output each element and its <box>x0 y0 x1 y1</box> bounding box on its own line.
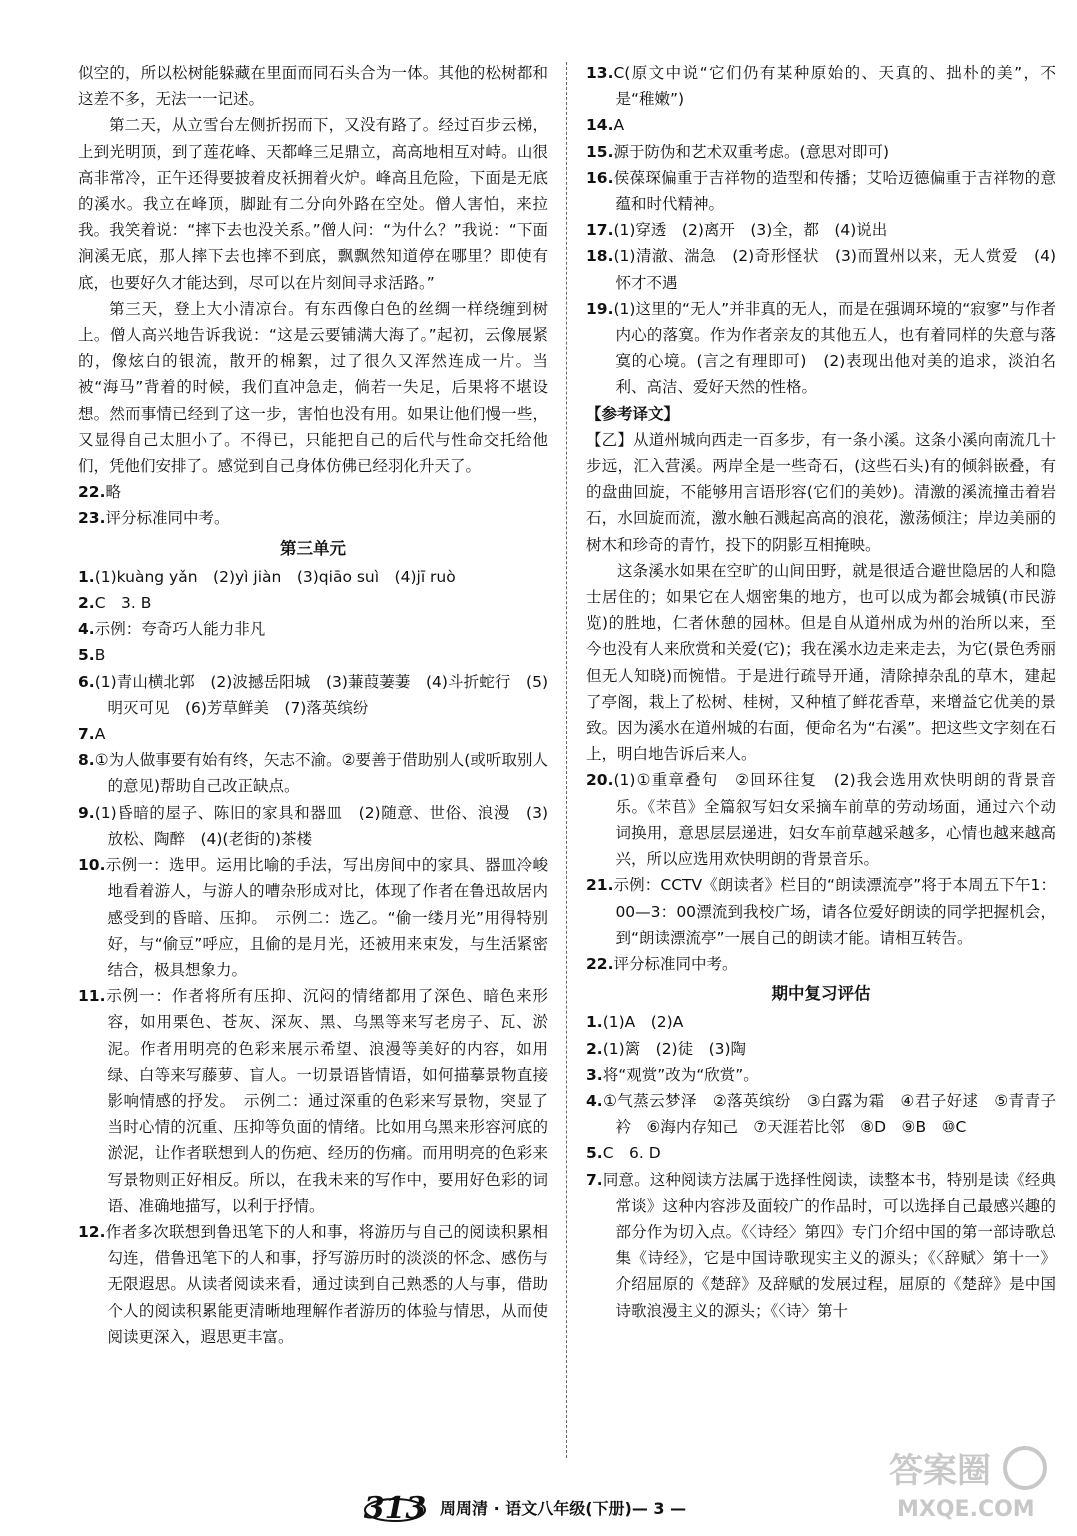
answer-item <box>78 669 548 721</box>
answer-number: 8. <box>78 751 95 770</box>
answer-text: (1)kuàng yǎn (2)yì jiàn (3)qiāo suì (4)jī ruò <box>94 567 456 586</box>
answer-number: 14. <box>586 116 614 135</box>
answer-number: 1. <box>78 567 95 586</box>
reference-heading: 【参考译文】 <box>586 404 680 423</box>
paragraph: 【乙】从道州城向西走一百多步，有一条小溪。这条小溪向南流几十步远，汇入营溪。两岸全是一些奇石，(这些石头)有的倾斜嵌叠，有的盘曲回旋，不能够用言语形容(它们的美妙)。清激的溪流撞击着岩石，水回旋而流，激水触石溅起高高的浪花，激荡倾注；岸边美丽的树木和珍奇的青竹，投下的阴影互相掩映。 <box>586 430 1056 554</box>
answer-number: 7. <box>78 725 95 744</box>
answer-text: 示例一：选甲。运用比喻的手法，写出房间中的家具、器皿冷峻地看着游人，与游人的嘈杂形成对比，体现了作者在鲁迅故居内感受到的昏暗、压抑。 示例二：选乙。“偷一缕月光”用得特别好，与“偷豆”呼应，且偷的是月光，还被用来束发，与生活紧密结合，极具想象力。 <box>105 856 548 979</box>
answer-item <box>78 564 548 590</box>
column-divider <box>566 62 567 1458</box>
answer-text: C 3. B <box>94 594 152 613</box>
section-title: 第三单元 <box>280 538 346 558</box>
answer-item <box>586 1009 1056 1035</box>
answer-number: 2. <box>586 1039 603 1058</box>
answer-item <box>78 983 548 1219</box>
answer-item <box>586 296 1056 401</box>
answer-item <box>78 505 548 531</box>
answer-number: 20. <box>586 771 614 790</box>
answer-item <box>586 139 1056 165</box>
answer-text: 同意。这种阅读方法属于选择性阅读，读整本书，特别是读《经典常谈》这种内容涉及面较广的作品时，可以选择自己最感兴趣的部分作为切入点。《〈诗经〉第四》专门介绍中国的第一部诗歌总集《诗经》，它是中国诗歌现实主义的源头；《〈辞赋〉第十一》介绍屈原的《楚辞》及辞赋的发展过程，屈原的《楚辞》是中国诗歌浪漫主义的源头；《〈诗〉第十 <box>602 1170 1056 1320</box>
answer-item <box>586 1088 1056 1140</box>
watermark-logo <box>885 1444 1055 1522</box>
answer-text: (1)①重章叠句 ②回环往复 (2)我会选用欢快明朗的背景音乐。《芣苢》全篇叙写妇女采摘车前草的劳动场面，通过六个动词换用，意思层层递进，妇女车前草越采越多，心情也越来越高兴，所以应选用欢快明朗的背景音乐。 <box>613 771 1056 869</box>
answer-text: (1)篱 (2)徒 (3)陶 <box>602 1039 747 1058</box>
answer-item <box>586 243 1056 295</box>
answer-item <box>586 112 1056 138</box>
answer-text: (1)穿透 (2)离开 (3)全，都 (4)说出 <box>613 221 888 240</box>
answer-text: 作者多次联想到鲁迅笔下的人和事，将游历与自己的阅读积累相勾连，借鲁迅笔下的人和事，抒写游历时的淡淡的怀念、感伤与无限遐思。从读者阅读来看，通过读到自己熟悉的人与事，借助个人的阅读积累能更清晰地理解作者游历的体验与情思，从而使阅读更深入，遐思更丰富。 <box>105 1222 548 1346</box>
answer-text: 源于防伪和艺术双重考虑。(意思对即可) <box>613 142 890 161</box>
answer-text: (1)A (2)A <box>602 1013 684 1032</box>
answer-number: 1. <box>586 1013 603 1032</box>
answer-text: 示例：CCTV《朗读者》栏目的“朗读漂流亭”将于本周五下午1：00—3：00漂流到我校广场，请各位爱好朗读的同学把握机会，到“朗读漂流亭”一展自己的朗读才能。请相互转告。 <box>613 876 1056 947</box>
answer-text: 侯葆琛偏重于吉祥物的造型和传播；艾哈迈德偏重于吉祥物的意蕴和时代精神。 <box>613 168 1056 214</box>
paragraph: 这条溪水如果在空旷的山间田野，就是很适合避世隐居的人和隐士居住的；如果它在人烟密集的地方，也可以成为都会城镇(市民游览)的胜地，仁者休憩的园林。但是自从道州成为州的治所以来，至今也没有人来欣赏和关爱(它)；我在溪水边走来走去，为它(景色秀丽但无人知晓)而惋惜。于是进行疏导开通，清除掉杂乱的草木，建起了亭阁，栽上了松树、桂树，又种植了鲜花香草，来增益它优美的景致。因为溪水在道州城的右面，便命名为“右溪”。把这些文字刻在石上，明白地告诉后来人。 <box>586 561 1056 764</box>
answer-number: 13. <box>586 64 614 82</box>
answer-text: C(原文中说“它们仍有某种原始的、天真的、拙朴的美”，不是“稚嫩”) <box>613 64 1056 109</box>
answer-text: (1)昏暗的屋子、陈旧的家具和器皿 (2)随意、世俗、浪漫 (3)放松、陶醉 (4)(老街的)茶楼 <box>94 803 548 848</box>
answer-item <box>586 1062 1056 1088</box>
answer-item <box>78 479 548 505</box>
answer-number: 5. <box>78 646 95 665</box>
answer-item <box>586 60 1056 112</box>
answer-item <box>586 1167 1056 1324</box>
answer-item <box>586 1140 1056 1166</box>
answer-text: 将“观赏”改为“欣赏”。 <box>602 1065 759 1084</box>
answer-item <box>78 1219 548 1350</box>
answer-text: (1)这里的“无人”并非真的无人，而是在强调环境的“寂寥”与作者内心的落寞。作为作者亲友的其他五人，也有着同样的失意与落寞的心境。(言之有理即可) (2)表现出他对美的追求，淡泊名利、高洁、爱好天然的性格。 <box>613 299 1056 397</box>
answer-text: B <box>94 646 106 665</box>
answer-item <box>78 800 548 852</box>
footer-text: 周周清 · 语文八年级(下册)— 3 — <box>440 1499 687 1518</box>
answer-item <box>586 951 1056 977</box>
page-footer <box>360 1490 780 1530</box>
answer-item <box>78 852 548 983</box>
answer-item <box>586 1036 1056 1062</box>
answer-text: 略 <box>105 483 121 502</box>
answer-number: 19. <box>586 299 614 318</box>
answer-number: 2. <box>78 594 95 613</box>
paragraph: 似空的，所以松树能躲藏在里面而同石头合为一体。其他的松树都和这差不多，无法一一记述。 <box>78 64 548 109</box>
answer-item <box>78 590 548 616</box>
answer-number: 17. <box>586 221 614 240</box>
answer-number: 18. <box>586 247 614 266</box>
answer-text: (1)清澈、湍急 (2)奇形怪状 (3)而置州以来，无人赏爱 (4)怀才不遇 <box>613 247 1056 292</box>
left-column <box>78 60 548 1350</box>
answer-item <box>78 642 548 668</box>
answer-number: 16. <box>586 168 614 187</box>
svg-text:313: 313 <box>363 1491 427 1526</box>
answer-number: 10. <box>78 856 106 875</box>
section-title: 期中复习评估 <box>771 984 871 1004</box>
answer-item <box>78 747 548 799</box>
answer-text: C 6. D <box>602 1144 661 1163</box>
paragraph: 第三天，登上大小清凉台。有东西像白色的丝绸一样绕缠到树上。僧人高兴地告诉我说：“这是云要铺满大海了。”起初，云像展紧的，像炫白的银流，散开的棉絮，过了很久又浑然连成一片。当被“海马”背着的时候，我们直冲急走，倘若一失足，后果将不堪设想。然而事情已经到了这一步，害怕也没有用。如果让他们慢一些，又显得自己太胆小了。不得已，只能把自己的后代与性命交托给他们，凭他们安排了。感觉到自己身体仿佛已经羽化升天了。 <box>78 299 548 476</box>
answer-number: 3. <box>586 1065 603 1084</box>
answer-number: 21. <box>586 876 614 895</box>
answer-item <box>586 767 1056 872</box>
answer-number: 9. <box>78 803 95 822</box>
answer-number: 5. <box>586 1144 603 1163</box>
answer-text: 评分标准同中考。 <box>613 954 738 973</box>
answer-number: 22. <box>586 954 614 973</box>
answer-number: 12. <box>78 1222 106 1241</box>
answer-item <box>586 217 1056 243</box>
answer-text: A <box>613 116 625 135</box>
brand-logo-icon <box>360 1488 430 1528</box>
answer-text: (1)青山横北郭 (2)波撼岳阳城 (3)蒹葭萋萋 (4)斗折蛇行 (5)明灭可见 (6)芳草鲜美 (7)落英缤纷 <box>94 672 548 717</box>
answer-text: 示例：夸奇巧人能力非凡 <box>94 620 266 639</box>
answer-number: 11. <box>78 987 106 1006</box>
answer-number: 4. <box>78 620 95 639</box>
answer-text: 评分标准同中考。 <box>105 509 230 528</box>
answer-item <box>78 616 548 642</box>
right-column <box>586 60 1056 1324</box>
answer-number: 23. <box>78 509 106 528</box>
answer-text: ①为人做事要有始有终，矢志不渝。②要善于借助别人(或听取别人的意见)帮助自己改正缺点。 <box>94 751 548 796</box>
paragraph: 第二天，从立雪台左侧折拐而下，又没有路了。经过百步云梯，上到光明顶，到了莲花峰、天都峰三足鼎立，高高地相互对峙。山很高非常冷，正午还得要披着皮袄拥着火炉。峰高且危险，下面是无底的溪水。我立在峰顶，脚趾有二分向外路在空处。僧人害怕，来拉我。我笑着说：“摔下去也没关系。”僧人问：“为什么？”我说：“下面涧溪无底，那人摔下去也摔不到底，飘飘然知道停在哪里？即使有底，也要好久才能达到，尽可以在片刻间寻求活路。” <box>78 116 548 292</box>
svg-text:答案圈: 答案圈 <box>889 1451 991 1491</box>
answer-number: 15. <box>586 142 614 161</box>
answer-number: 6. <box>78 672 95 691</box>
answer-item <box>78 721 548 747</box>
answer-text: ①气蒸云梦泽 ②落英缤纷 ③白露为霜 ④君子好逑 ⑤青青子衿 ⑥海内存知己 ⑦天涯若比邻 ⑧D ⑨B ⑩C <box>602 1091 1056 1137</box>
answer-number: 22. <box>78 483 106 502</box>
answer-number: 7. <box>586 1170 603 1189</box>
answer-item <box>586 872 1056 951</box>
svg-text:MXQE.COM: MXQE.COM <box>897 1497 1035 1522</box>
answer-item <box>586 165 1056 217</box>
answer-text: 示例一：作者将所有压抑、沉闷的情绪都用了深色、暗色来形容，如用栗色、苍灰、深灰、黑、乌黑等来写老房子、瓦、淤泥。作者用明亮的色彩来展示希望、浪漫等美好的内容，如用绿、白等来写藤萝、盲人。一切景语皆情语，如何描摹景物直接影响情感的抒发。 示例二：通过深重的色彩来写景物，突显了当时心情的沉重、压抑等负面的情绪。比如用乌黑来形容河底的淤泥，让作者联想到人的伤疤、经历的伤痛。而用明亮的色彩来写景物则正好相反。所以，在我未来的写作中，要用好色彩的词语、准确地描写，以利于抒情。 <box>105 987 548 1215</box>
answer-text: A <box>94 725 106 744</box>
answer-number: 4. <box>586 1091 603 1110</box>
